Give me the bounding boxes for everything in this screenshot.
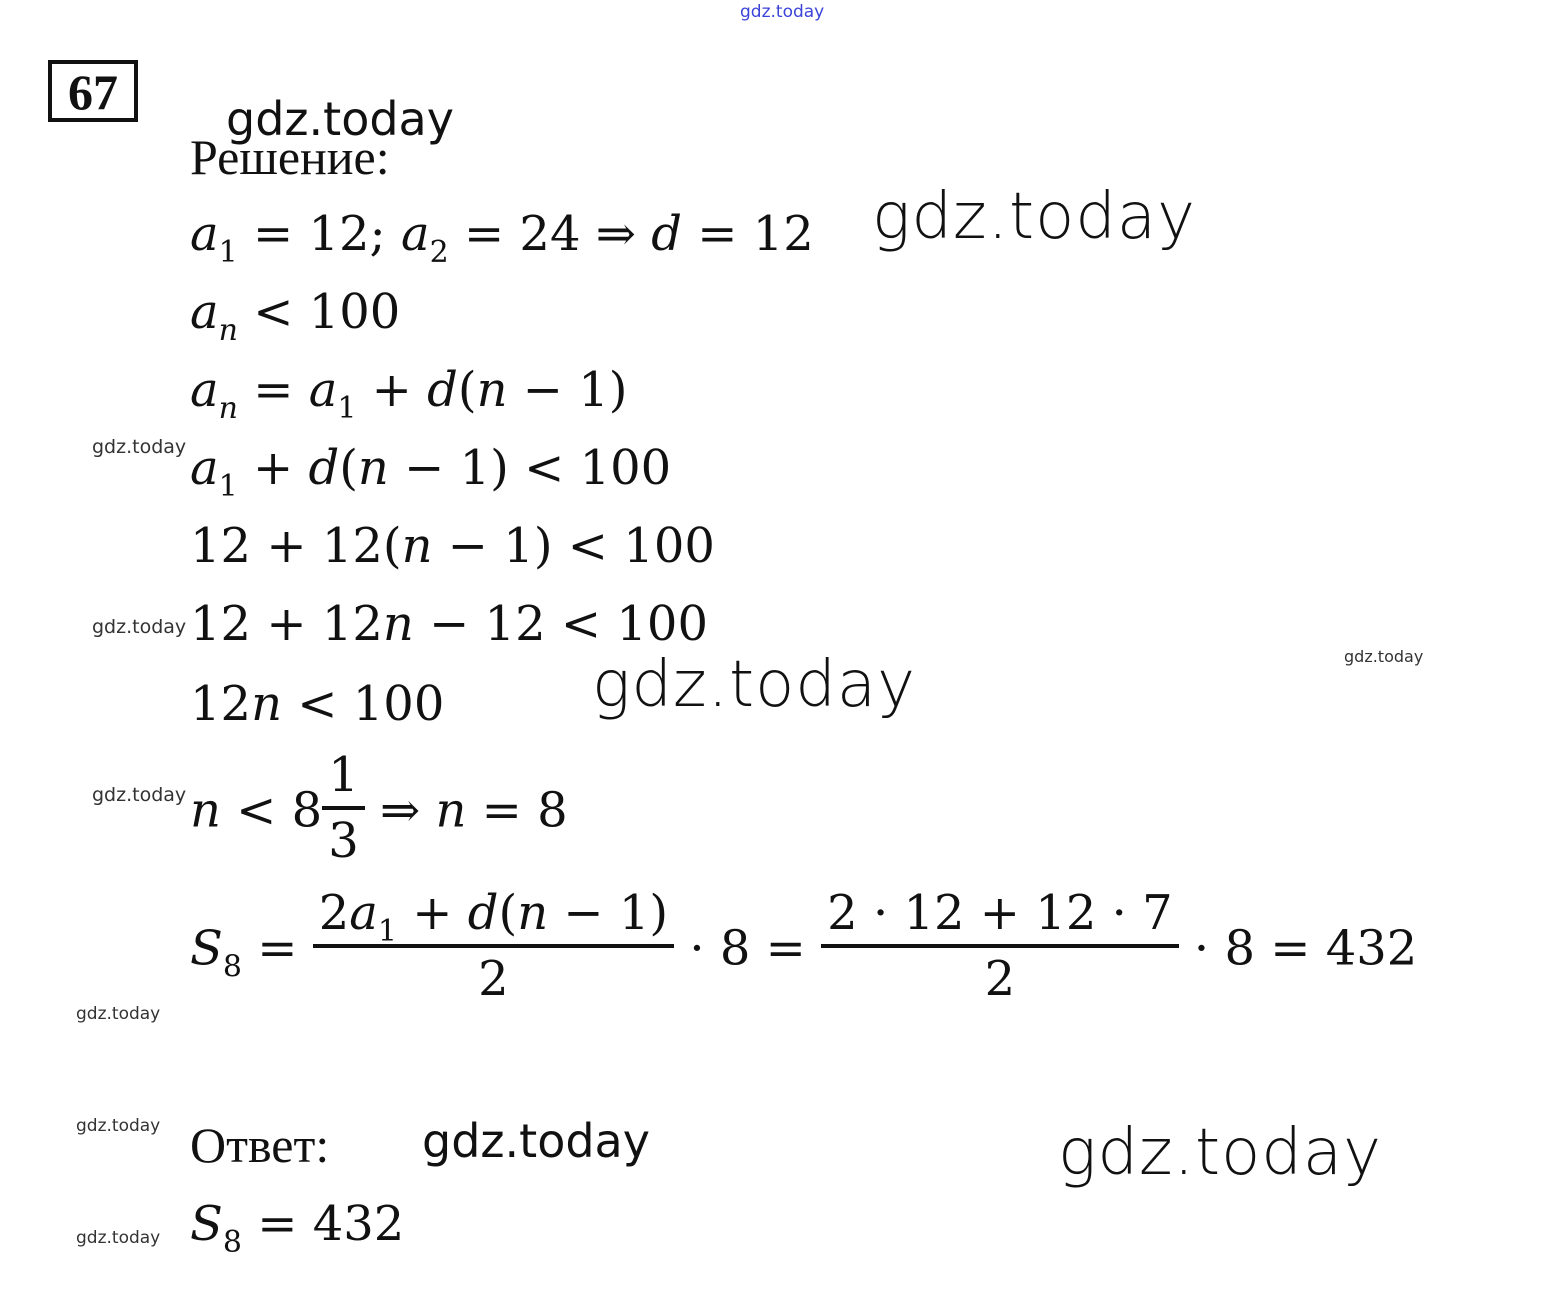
- answer-label: Ответ:: [190, 1117, 330, 1173]
- watermark-header: gdz.today: [226, 92, 454, 146]
- fraction-one-third: $\frac{1}{3}$: [322, 746, 365, 870]
- equation-line-8: n < 8 $\frac{1}{3}$ ⇒ n = 8: [190, 747, 568, 869]
- watermark-large-1: gdz.today: [872, 180, 1196, 254]
- fraction-formula: $\frac{2a_1 + d(n - 1)}{2}$: [313, 884, 674, 1008]
- watermark-small-2: gdz.today: [92, 616, 187, 638]
- watermark-small-3: gdz.today: [92, 784, 187, 806]
- watermark-small-1: gdz.today: [92, 436, 187, 458]
- watermark-large-2: gdz.today: [592, 648, 916, 722]
- equation-line-7: 12n < 100: [190, 676, 445, 732]
- watermark-top: gdz.today: [740, 2, 825, 22]
- watermark-answer: gdz.today: [422, 1114, 650, 1168]
- solution-label: Решение:: [190, 129, 390, 185]
- fraction-numeric: $\frac{2 \cdot 12 + 12 \cdot 7}{2}$: [821, 884, 1179, 1008]
- equation-line-5: 12 + 12(n − 1) < 100: [190, 518, 715, 574]
- answer-formula: $S_8 = 432$: [190, 1196, 405, 1260]
- sum-formula-line: $S_8$ = $\frac{2a_1 + d(n - 1)}{2}$ · 8 = $\frac{2 \cdot 12 + 12 \cdot 7}{2}$ · 8 = 432: [190, 885, 1418, 1007]
- watermark-large-3: gdz.today: [1058, 1116, 1382, 1190]
- problem-number: 67: [48, 60, 138, 122]
- equation-line-6: 12 + 12n − 12 < 100: [190, 596, 708, 652]
- equation-line-3: $a_n = a_1 + d(n - 1)$: [190, 362, 628, 426]
- equation-line-4: $a_1 + d(n - 1) < 100$: [190, 440, 672, 504]
- watermark-small-right: gdz.today: [1344, 647, 1424, 666]
- watermark-small-6: gdz.today: [76, 1228, 161, 1248]
- equation-line-2: $a_n < 100$: [190, 284, 401, 348]
- equation-line-1: $a_1 = 12$; $a_2 = 24$ ⇒ d = 12: [190, 206, 814, 270]
- watermark-small-5: gdz.today: [76, 1116, 161, 1136]
- watermark-small-4: gdz.today: [76, 1004, 161, 1024]
